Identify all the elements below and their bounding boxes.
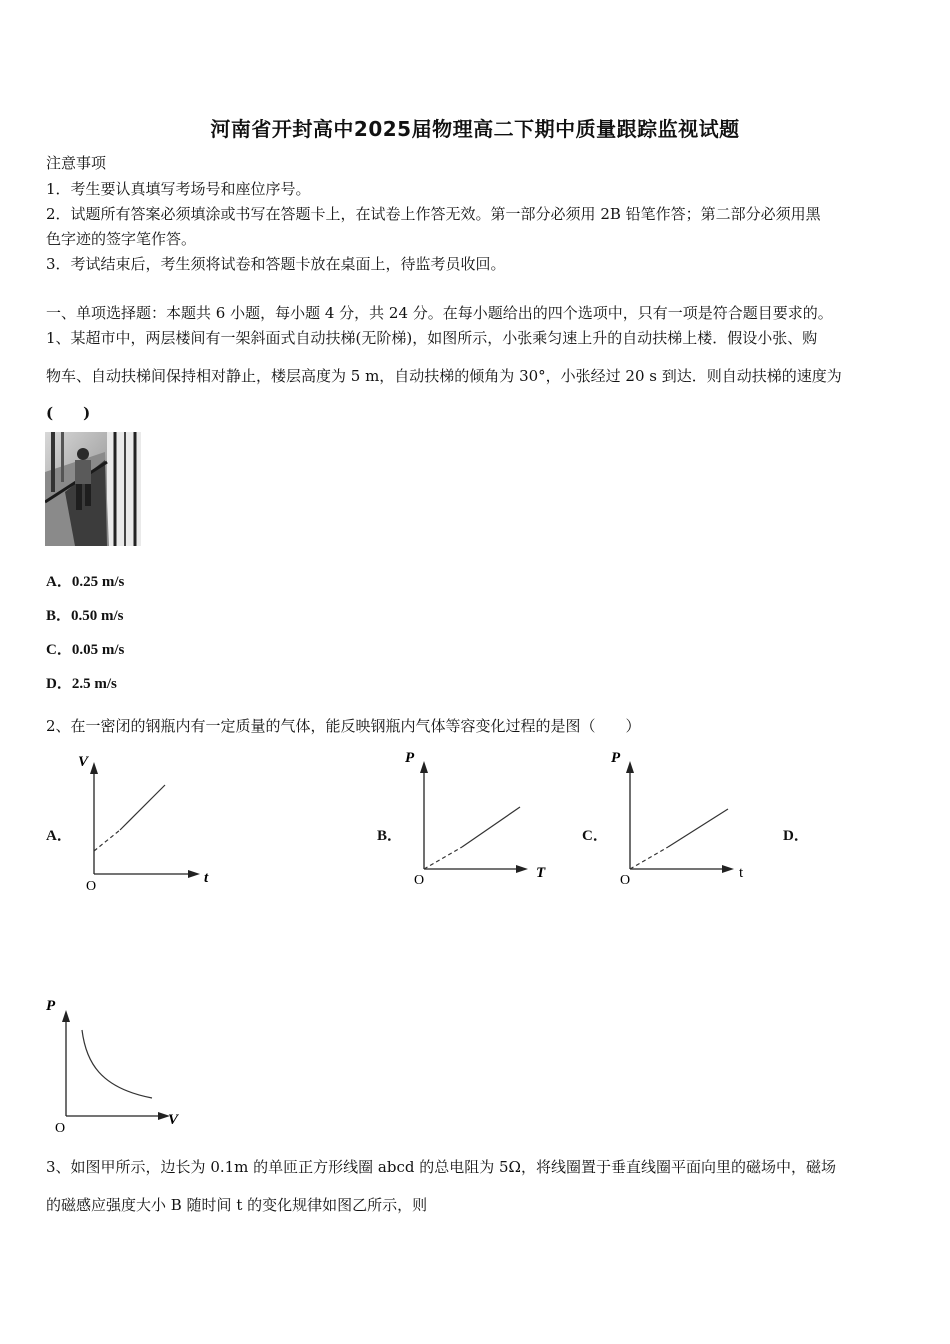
graph-b bbox=[400, 745, 560, 890]
q1-option-a[interactable]: A．0.25 m/s bbox=[46, 574, 125, 590]
q2-stem: 2、在一密闭的钢瓶内有一定质量的气体，能反映钢瓶内气体等容变化过程的是图（ ） bbox=[46, 717, 641, 735]
q3-stem-line1: 3、如图甲所示，边长为 0.1m 的单匝正方形线圈 abcd 的总电阻为 5Ω，将线圈置于垂直线圈平面向里的磁场中，磁场 bbox=[46, 1158, 836, 1176]
graph-d-x-label: V bbox=[168, 1112, 179, 1128]
notice-item-2: 2．试题所有答案必须填涂或书写在答题卡上，在试卷上作答无效。第一部分必须用 2B 铅笔作答；第二部分必须用黑 bbox=[46, 205, 821, 223]
graph-b-y-arrow bbox=[420, 761, 428, 773]
graph-b-x-label: T bbox=[536, 865, 546, 881]
notice-heading: 注意事项 bbox=[46, 154, 107, 172]
graph-c bbox=[606, 745, 766, 890]
graph-a-y-label: V bbox=[78, 754, 89, 770]
graph-a bbox=[70, 748, 220, 893]
graph-c-dashed-line bbox=[630, 847, 668, 869]
section-heading: 一、单项选择题：本题共 6 小题，每小题 4 分，共 24 分。在每小题给出的四个选项中，只有一项是符合题目要求的。 bbox=[46, 304, 833, 322]
graph-b-origin: O bbox=[414, 873, 425, 888]
graph-b-dashed-line bbox=[424, 847, 462, 869]
graph-c-x-label: t bbox=[739, 865, 744, 881]
notice-item-3: 3．考试结束后，考生须将试卷和答题卡放在桌面上，待监考员收回。 bbox=[46, 255, 506, 273]
q2-label-d[interactable]: D． bbox=[783, 828, 809, 844]
q1-stem-line3: ( ) bbox=[46, 404, 91, 422]
q1-option-d[interactable]: D．2.5 m/s bbox=[46, 676, 117, 692]
graph-d-curve bbox=[82, 1030, 152, 1098]
q2-label-b[interactable]: B． bbox=[377, 828, 403, 844]
graph-b-y-label: P bbox=[405, 750, 415, 766]
graph-d-origin: O bbox=[55, 1121, 66, 1136]
graph-a-origin: O bbox=[86, 879, 97, 893]
escalator-photo bbox=[45, 432, 141, 546]
graph-d-y-label: P bbox=[46, 998, 56, 1014]
graph-b-x-arrow bbox=[516, 865, 528, 873]
page-title: 河南省开封高中2025届物理高二下期中质量跟踪监视试题 bbox=[210, 117, 740, 141]
graph-a-x-label: t bbox=[204, 870, 209, 886]
graph-c-y-arrow bbox=[626, 761, 634, 773]
q1-stem-line2: 物车、自动扶梯间保持相对静止，楼层高度为 5 m，自动扶梯的倾角为 30°，小张经过 20 s 到达．则自动扶梯的速度为 bbox=[46, 367, 842, 385]
graph-b-solid-line bbox=[462, 807, 520, 847]
graph-a-x-arrow bbox=[188, 870, 200, 878]
graph-a-dashed-line bbox=[94, 830, 120, 851]
q1-stem-line1: 1、某超市中，两层楼间有一架斜面式自动扶梯(无阶梯)，如图所示，小张乘匀速上升的自动扶梯上楼．假设小张、购 bbox=[46, 329, 818, 347]
graph-d-y-arrow bbox=[62, 1010, 70, 1022]
q1-option-b[interactable]: B．0.50 m/s bbox=[46, 608, 124, 624]
graph-a-y-arrow bbox=[90, 762, 98, 774]
q3-stem-line2: 的磁感应强度大小 B 随时间 t 的变化规律如图乙所示，则 bbox=[46, 1196, 428, 1214]
graph-c-y-label: P bbox=[611, 750, 621, 766]
graph-c-solid-line bbox=[668, 809, 728, 847]
notice-item-1: 1．考生要认真填写考场号和座位序号。 bbox=[46, 180, 311, 198]
q2-label-a[interactable]: A． bbox=[46, 828, 72, 844]
notice-item-2-cont: 色字迹的签字笔作答。 bbox=[46, 230, 197, 248]
q2-label-c[interactable]: C． bbox=[582, 828, 608, 844]
graph-c-origin: O bbox=[620, 873, 631, 888]
graph-a-solid-line bbox=[120, 785, 165, 830]
graph-d bbox=[40, 992, 200, 1137]
q1-option-c[interactable]: C．0.05 m/s bbox=[46, 642, 125, 658]
graph-c-x-arrow bbox=[722, 865, 734, 873]
